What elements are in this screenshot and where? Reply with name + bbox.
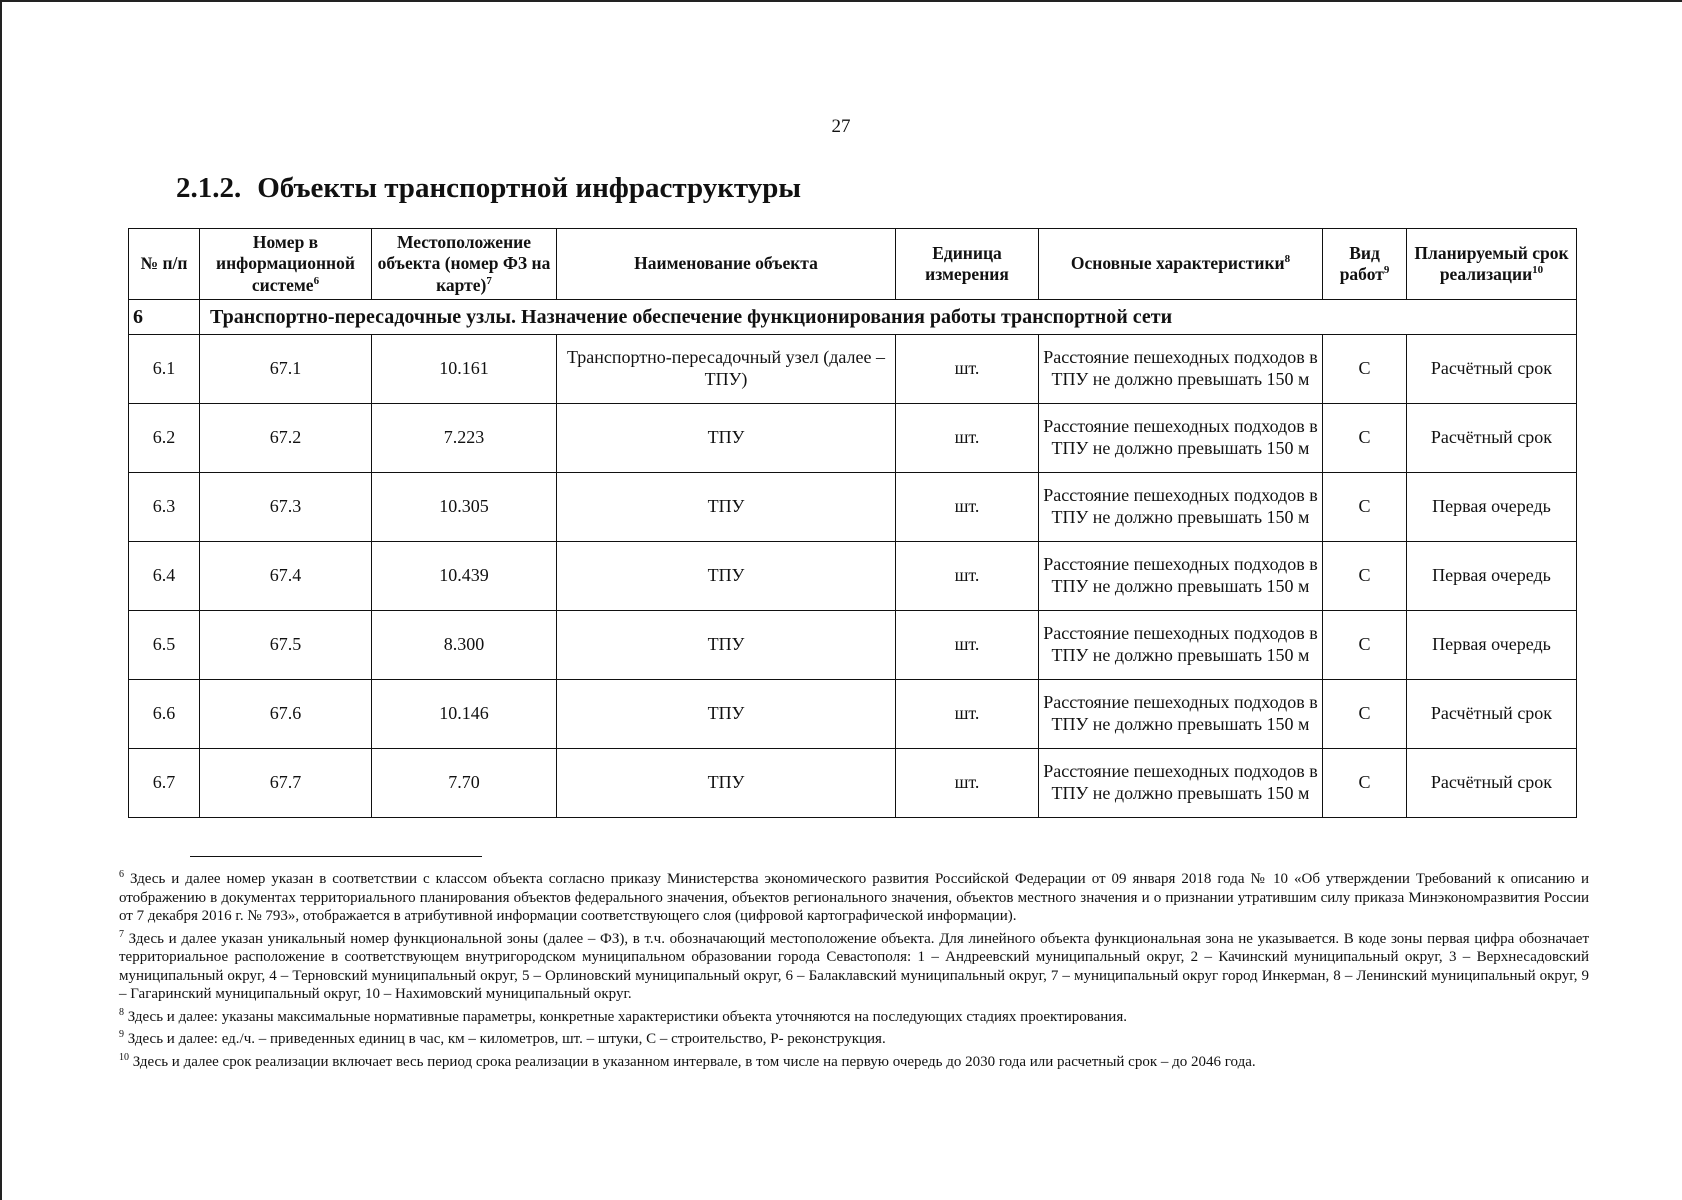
cell-characteristics: Расстояние пешеходных подходов в ТПУ не должно превышать 150 м	[1039, 404, 1323, 473]
header-work-type: Вид работ$^9$	[1323, 229, 1407, 300]
footnote-7: $^7$ Здесь и далее указан уникальный номер функциональной зоны (далее – ФЗ), в т.ч. обозначающий местоположение объекта. Для линейного объекта функциональная зона не указывается. В коде зоны первая цифра обозначает территориальное расположение в соответствующем внутригородском муниципальном образовании города Севастополя: 1 – Андреевский муниципальный округ, 2 – Качинский муниципальный округ, 3 – Верхнесадовский муниципальный округ, 4 – Терновский муниципальный округ, 5 – Орлиновский муниципальный округ, 6 – Балаклавский муниципальный округ, 7 – муниципальный округ город Инкерман, 8 – Ленинский муниципальный округ, 9 – Гагаринский муниципальный округ, 10 – Нахимовский муниципальный округ.	[119, 928, 1590, 1002]
cell-term: Первая очередь	[1407, 542, 1577, 611]
cell-info-number: 67.2	[200, 404, 372, 473]
cell-location: 7.70	[372, 749, 557, 818]
cell-characteristics: Расстояние пешеходных подходов в ТПУ не должно превышать 150 м	[1039, 749, 1323, 818]
cell-location: 8.300	[372, 611, 557, 680]
header-characteristics: Основные характеристики$^8$	[1039, 229, 1323, 300]
table-row	[129, 404, 1577, 473]
cell-info-number: 67.4	[200, 542, 372, 611]
objects-table	[128, 228, 1577, 818]
cell-info-number: 67.3	[200, 473, 372, 542]
table-row	[129, 749, 1577, 818]
footnote-divider	[190, 856, 482, 857]
header-info-number: Номер в информационной системе$^6$	[200, 229, 372, 300]
cell-unit: шт.	[896, 404, 1039, 473]
table-group-row	[129, 300, 1577, 335]
group-num: 6	[129, 300, 200, 335]
table-row	[129, 335, 1577, 404]
cell-name: ТПУ	[557, 749, 896, 818]
cell-name: ТПУ	[557, 542, 896, 611]
cell-unit: шт.	[896, 335, 1039, 404]
cell-location: 10.146	[372, 680, 557, 749]
cell-work-type: С	[1323, 404, 1407, 473]
header-location: Местоположение объекта (номер ФЗ на карте)$^7$	[372, 229, 557, 300]
table-row	[129, 611, 1577, 680]
cell-info-number: 67.5	[200, 611, 372, 680]
header-term: Планируемый срок реализации$^{10}$	[1407, 229, 1577, 300]
cell-name: ТПУ	[557, 473, 896, 542]
page-frame-top	[0, 0, 1682, 2]
table-row	[129, 542, 1577, 611]
footnote-6: $^6$ Здесь и далее номер указан в соответствии с классом объекта согласно приказу Министерства экономического развития Российской Федерации от 09 января 2018 года № 10 «Об утверждении Требований к описанию и отображению в документах территориального планирования объектов федерального значения, объектов регионального значения, объектов местного значения и о признании утратившим силу приказа Минэкономразвития России от 7 декабря 2016 г. № 793», отображается в атрибутивной информации соответствующего слоя (цифровой картографической информации).	[119, 869, 1590, 924]
cell-characteristics: Расстояние пешеходных подходов в ТПУ не должно превышать 150 м	[1039, 473, 1323, 542]
cell-name: ТПУ	[557, 404, 896, 473]
cell-num: 6.6	[129, 680, 200, 749]
cell-name: Транспортно-пересадочный узел (далее – ТПУ)	[557, 335, 896, 404]
group-title: Транспортно-пересадочные узлы. Назначение обеспечение функционирования работы транспортной сети	[200, 300, 1577, 335]
footnote-9: $^9$ Здесь и далее: ед./ч. – приведенных единиц в час, км – километров, шт. – штуки, С – строительство, Р- реконструкция.	[119, 1029, 886, 1047]
header-unit: Единица измерения	[896, 229, 1039, 300]
cell-num: 6.4	[129, 542, 200, 611]
table-row	[129, 680, 1577, 749]
cell-term: Расчётный срок	[1407, 680, 1577, 749]
cell-characteristics: Расстояние пешеходных подходов в ТПУ не должно превышать 150 м	[1039, 611, 1323, 680]
header-num: № п/п	[129, 229, 200, 300]
page-number: 27	[831, 116, 851, 137]
cell-location: 7.223	[372, 404, 557, 473]
cell-unit: шт.	[896, 749, 1039, 818]
cell-location: 10.161	[372, 335, 557, 404]
footnote-10: $^{10}$ Здесь и далее срок реализации включает весь период срока реализации в указанном интервале, в том числе на первую очередь до 2030 года или расчетный срок – до 2046 года.	[119, 1051, 1256, 1070]
cell-unit: шт.	[896, 542, 1039, 611]
cell-work-type: С	[1323, 542, 1407, 611]
cell-term: Расчётный срок	[1407, 335, 1577, 404]
cell-name: ТПУ	[557, 680, 896, 749]
table-row	[129, 473, 1577, 542]
cell-name: ТПУ	[557, 611, 896, 680]
cell-unit: шт.	[896, 473, 1039, 542]
cell-num: 6.3	[129, 473, 200, 542]
cell-term: Расчётный срок	[1407, 404, 1577, 473]
cell-num: 6.1	[129, 335, 200, 404]
cell-work-type: С	[1323, 680, 1407, 749]
cell-num: 6.2	[129, 404, 200, 473]
cell-characteristics: Расстояние пешеходных подходов в ТПУ не должно превышать 150 м	[1039, 335, 1323, 404]
section-number: 2.1.2.	[176, 172, 242, 204]
cell-info-number: 67.1	[200, 335, 372, 404]
cell-term: Расчётный срок	[1407, 749, 1577, 818]
page-frame-left	[0, 0, 2, 1200]
cell-num: 6.5	[129, 611, 200, 680]
cell-location: 10.305	[372, 473, 557, 542]
cell-unit: шт.	[896, 680, 1039, 749]
cell-term: Первая очередь	[1407, 611, 1577, 680]
header-name: Наименование объекта	[557, 229, 896, 300]
footnotes	[119, 866, 1589, 1071]
cell-unit: шт.	[896, 611, 1039, 680]
cell-work-type: С	[1323, 335, 1407, 404]
cell-term: Первая очередь	[1407, 473, 1577, 542]
cell-num: 6.7	[129, 749, 200, 818]
footnote-8: $^8$ Здесь и далее: указаны максимальные нормативные параметры, конкретные характеристики объекта уточняются на последующих стадиях проектирования.	[119, 1006, 1127, 1025]
cell-characteristics: Расстояние пешеходных подходов в ТПУ не должно превышать 150 м	[1039, 542, 1323, 611]
cell-location: 10.439	[372, 542, 557, 611]
section-title	[176, 172, 801, 205]
cell-work-type: С	[1323, 749, 1407, 818]
cell-work-type: С	[1323, 611, 1407, 680]
cell-info-number: 67.6	[200, 680, 372, 749]
cell-work-type: С	[1323, 473, 1407, 542]
cell-characteristics: Расстояние пешеходных подходов в ТПУ не должно превышать 150 м	[1039, 680, 1323, 749]
table-header-row	[129, 229, 1577, 300]
cell-info-number: 67.7	[200, 749, 372, 818]
section-title-text: Объекты транспортной инфраструктуры	[257, 172, 802, 204]
